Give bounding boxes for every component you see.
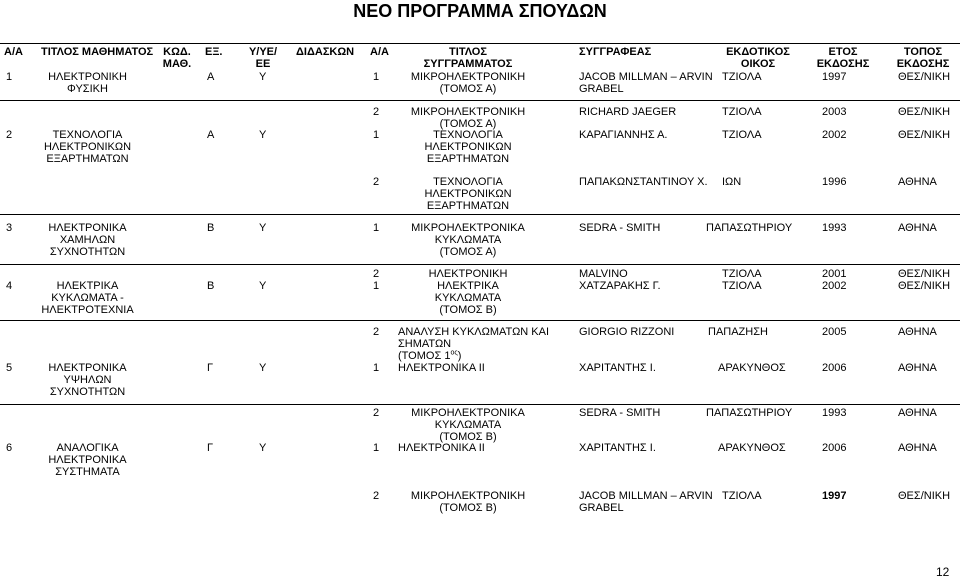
book-publisher: ΤΖΙΟΛΑ [722, 490, 762, 502]
course-semester: Α [207, 129, 215, 141]
book-publisher: ΠΑΠΑΖΗΣΗ [708, 326, 768, 338]
header-semester: ΕΞ. [205, 46, 223, 58]
book-publisher: ΤΖΙΟΛΑ [722, 71, 762, 83]
book-place: ΑΘΗΝΑ [898, 407, 937, 419]
book-place: ΑΘΗΝΑ [898, 442, 937, 454]
book-place: ΑΘΗΝΑ [898, 326, 937, 338]
book-author: ΚΑΡΑΓΙΑΝΝΗΣ Α. [579, 129, 668, 141]
book-title: ΑΝΑΛΥΣΗ ΚΥΚΛΩΜΑΤΩΝ ΚΑΙ ΣΗΜΑΤΩΝ (ΤΟΜΟΣ $1^{o\varsigma}$) [398, 326, 550, 362]
book-author: SEDRA - SMITH [579, 407, 661, 419]
book-author: JACOB MILLMAN – ARVIN GRABEL [579, 71, 713, 95]
course-semester: Β [207, 222, 215, 234]
row-divider [0, 320, 960, 321]
course-semester: Γ [207, 362, 214, 374]
book-place: ΘΕΣ/ΝΙΚΗ [898, 280, 951, 292]
book-publisher: ΤΖΙΟΛΑ [722, 268, 762, 280]
book-place: ΘΕΣ/ΝΙΚΗ [898, 268, 951, 280]
course-title: ΗΛΕΚΤΡΟΝΙΚΑ ΥΨΗΛΩΝ ΣΥΧΝΟΤΗΤΩΝ [48, 362, 127, 398]
header-type: Υ/ΥΕ/ ΕΕ [248, 46, 278, 70]
book-title: ΗΛΕΚΤΡΟΝΙΚΑ ΙΙ [398, 442, 485, 454]
course-type: Υ [259, 362, 267, 374]
book-title: ΤΕΧΝΟΛΟΓΙΑ ΗΛΕΚΤΡΟΝΙΚΩΝ ΕΞΑΡΤΗΜΑΤΩΝ [424, 129, 512, 165]
book-aa: 2 [373, 176, 380, 188]
book-year: 2006 [822, 362, 847, 374]
book-title: ΗΛΕΚΤΡΟΝΙΚΑ ΙΙ [398, 362, 485, 374]
row-divider [0, 264, 960, 265]
course-title: ΑΝΑΛΟΓΙΚΑ ΗΛΕΚΤΡΟΝΙΚΑ ΣΥΣΤΗΜΑΤΑ [48, 442, 127, 478]
course-type: Υ [259, 442, 267, 454]
page-number: 12 [936, 565, 950, 579]
book-aa: 2 [373, 106, 380, 118]
book-author: ΠΑΠΑΚΩΝΣΤΑΝΤΙΝΟΥ Χ. [579, 176, 708, 188]
course-semester: Β [207, 280, 215, 292]
book-aa: 1 [373, 362, 380, 374]
book-year: 1996 [822, 176, 847, 188]
book-place: ΘΕΣ/ΝΙΚΗ [898, 129, 951, 141]
course-number: 1 [6, 71, 13, 83]
book-year: 2002 [822, 280, 847, 292]
book-publisher: ΙΩΝ [722, 176, 742, 188]
book-year: 1997 [822, 71, 847, 83]
header-course-title: ΤΙΤΛΟΣ ΜΑΘΗΜΑΤΟΣ [41, 46, 154, 58]
book-year: 2005 [822, 326, 847, 338]
book-author: RICHARD JAEGER [579, 106, 677, 118]
course-type: Υ [259, 71, 267, 83]
book-author: SEDRA - SMITH [579, 222, 661, 234]
book-aa: 1 [373, 129, 380, 141]
course-number: 6 [6, 442, 13, 454]
book-year: 2006 [822, 442, 847, 454]
book-author: ΧΑΡΙΤΑΝΤΗΣ Ι. [579, 362, 656, 374]
header-aa: Α/Α [4, 46, 23, 58]
header-instructor: ΔΙΔΑΣΚΩΝ [296, 46, 355, 58]
course-title: ΗΛΕΚΤΡΟΝΙΚΗ ΦΥΣΙΚΗ [48, 71, 127, 95]
book-publisher: ΤΖΙΟΛΑ [722, 280, 762, 292]
book-title: ΜΙΚΡΟΗΛΕΚΤΡΟΝΙΚΗ (ΤΟΜΟΣ Α) [410, 71, 526, 95]
course-title: ΤΕΧΝΟΛΟΓΙΑ ΗΛΕΚΤΡΟΝΙΚΩΝ ΕΞΑΡΤΗΜΑΤΩΝ [43, 129, 132, 165]
book-author: ΧΑΡΙΤΑΝΤΗΣ Ι. [579, 442, 656, 454]
book-year: 1997 [822, 490, 847, 502]
course-type: Υ [259, 129, 267, 141]
header-book-aa: Α/Α [370, 46, 389, 58]
course-number: 5 [6, 362, 13, 374]
book-publisher: ΠΑΠΑΣΩΤΗΡΙΟΥ [706, 222, 793, 234]
page-title: ΝΕΟ ΠΡΟΓΡΑΜΜΑ ΣΠΟΥΔΩΝ [353, 1, 607, 21]
book-title: ΤΕΧΝΟΛΟΓΙΑ ΗΛΕΚΤΡΟΝΙΚΩΝ ΕΞΑΡΤΗΜΑΤΩΝ [424, 176, 512, 212]
book-aa: 2 [373, 490, 380, 502]
course-title: ΗΛΕΚΤΡΟΝΙΚΑ ΧΑΜΗΛΩΝ ΣΥΧΝΟΤΗΤΩΝ [48, 222, 127, 258]
header-publisher: ΕΚΔΟΤΙΚΟΣ ΟΙΚΟΣ [726, 46, 790, 70]
book-place: ΑΘΗΝΑ [898, 176, 937, 188]
book-author: JACOB MILLMAN – ARVIN GRABEL [579, 490, 713, 514]
course-number: 4 [6, 280, 13, 292]
book-aa: 2 [373, 326, 380, 338]
row-divider [0, 214, 960, 215]
header-author: ΣΥΓΓΡΑΦΕΑΣ [579, 46, 652, 58]
book-author: ΧΑΤΖΑΡΑΚΗΣ Γ. [579, 280, 661, 292]
book-place: ΑΘΗΝΑ [898, 222, 937, 234]
book-place: ΑΘΗΝΑ [898, 362, 937, 374]
course-semester: Γ [207, 442, 214, 454]
book-title: ΗΛΕΚΤΡΙΚΑ ΚΥΚΛΩΜΑΤΑ (ΤΟΜΟΣ Β) [434, 280, 502, 316]
book-year: 2003 [822, 106, 847, 118]
book-publisher: ΠΑΠΑΣΩΤΗΡΙΟΥ [706, 407, 793, 419]
book-aa: 1 [373, 280, 380, 292]
course-semester: Α [207, 71, 215, 83]
book-author: MALVINO [579, 268, 628, 280]
book-aa: 2 [373, 407, 380, 419]
book-year: 2001 [822, 268, 847, 280]
header-book-title: ΤΙΤΛΟΣ ΣΥΓΓΡΑΜΜΑΤΟΣ [423, 46, 513, 70]
course-number: 3 [6, 222, 13, 234]
header-rule [0, 43, 960, 44]
book-title: ΜΙΚΡΟΗΛΕΚΤΡΟΝΙΚΗ (ΤΟΜΟΣ Β) [410, 490, 526, 514]
book-title: ΗΛΕΚΤΡΟΝΙΚΗ [428, 268, 508, 280]
header-year: ΕΤΟΣ ΕΚΔΟΣΗΣ [816, 46, 870, 70]
header-place: ΤΟΠΟΣ ΕΚΔΟΣΗΣ [896, 46, 950, 70]
header-code: ΚΩΔ. ΜΑΘ. [162, 46, 192, 70]
book-aa: 2 [373, 268, 380, 280]
book-title: ΜΙΚΡΟΗΛΕΚΤΡΟΝΙΚΑ ΚΥΚΛΩΜΑΤΑ (ΤΟΜΟΣ Β) [411, 407, 525, 443]
book-aa: 1 [373, 442, 380, 454]
book-publisher: ΑΡΑΚΥΝΘΟΣ [718, 362, 786, 374]
book-year: 1993 [822, 407, 847, 419]
row-divider [0, 100, 960, 101]
book-title: ΜΙΚΡΟΗΛΕΚΤΡΟΝΙΚΗ (ΤΟΜΟΣ Α) [410, 106, 526, 130]
book-aa: 1 [373, 71, 380, 83]
book-aa: 1 [373, 222, 380, 234]
row-divider [0, 404, 960, 405]
course-type: Υ [259, 280, 267, 292]
book-place: ΘΕΣ/ΝΙΚΗ [898, 106, 951, 118]
book-place: ΘΕΣ/ΝΙΚΗ [898, 71, 951, 83]
course-number: 2 [6, 129, 13, 141]
book-publisher: ΤΖΙΟΛΑ [722, 106, 762, 118]
course-type: Υ [259, 222, 267, 234]
book-publisher: ΤΖΙΟΛΑ [722, 129, 762, 141]
book-title: ΜΙΚΡΟΗΛΕΚΤΡΟΝΙΚΑ ΚΥΚΛΩΜΑΤΑ (ΤΟΜΟΣ Α) [411, 222, 525, 258]
course-title: ΗΛΕΚΤΡΙΚΑ ΚΥΚΛΩΜΑΤΑ - ΗΛΕΚΤΡΟΤΕΧΝΙΑ [41, 280, 134, 316]
book-author: GIORGIO RIZZONI [579, 326, 675, 338]
book-year: 2002 [822, 129, 847, 141]
book-place: ΘΕΣ/ΝΙΚΗ [898, 490, 951, 502]
book-publisher: ΑΡΑΚΥΝΘΟΣ [718, 442, 786, 454]
book-year: 1993 [822, 222, 847, 234]
